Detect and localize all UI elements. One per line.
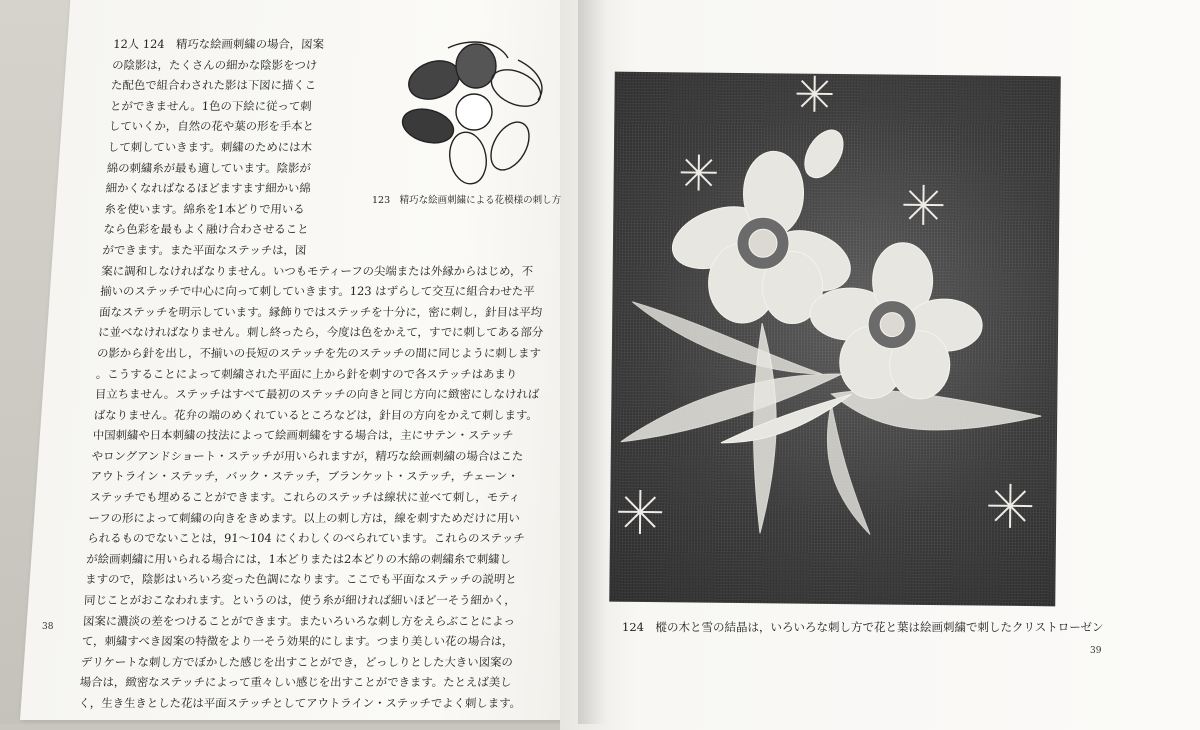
flower-sketch-figure (398, 40, 558, 190)
text-line: に並べなければなりません。刺し終ったら，今度は色をかえて，すでに刺してある部分 (98, 322, 569, 343)
text-line: していくか，自然の花や葉の形を手本と (108, 116, 579, 137)
text-line: 綿の刺繍糸が最も適しています。陰影が (106, 158, 577, 179)
text-line: の影から針を出し，不揃いの長短のステッチを先のステッチの間に同じように刺します (97, 343, 568, 364)
text-line: の陰影は，たくさんの細かな陰影をつけ (112, 55, 583, 76)
text-line: 揃いのステッチで中心に向って刺していきます。123 はずらして交互に組合わせた平 (100, 281, 571, 302)
text-line: ばなりません。花弁の端のめくれているところなどは，針目の方向をかえて刺します。 (93, 405, 564, 426)
text-line: られるものでないことは，91〜104 にくわしくのべられています。これらのステッチ (87, 528, 558, 549)
text-line: なら色彩を最もよく融け合わさせること (103, 219, 574, 240)
page-number-left: 38 (42, 622, 53, 632)
text-line: ができます。また平面なステッチは，図 (102, 240, 573, 261)
text-line: 面なステッチを明示しています。縁飾りではステッチを十分に，密に刺し，針目は平均 (99, 302, 570, 323)
figure-caption-124: 124 樅の木と雪の結晶は，いろいろな刺し方で花と葉は絵画刺繍で刺したクリストローゼン (622, 619, 1104, 635)
text-line: 。こうすることによって刺繍された平面に上から針を刺すので各ステッチはあまり (95, 364, 566, 385)
book-gutter (578, 0, 606, 724)
text-line: 案に調和しなければなりません。いつもモティーフの尖端または外縁からはじめ，不 (101, 261, 572, 282)
text-line: 場合は，緻密なステッチによって重々しい感じを出すことができます。たとえば美し (79, 672, 550, 693)
embroidery-photo (609, 72, 1061, 607)
text-line: て，刺繍すべき図案の特徴をより一そう効果的にします。つまり美しい花の場合は， (81, 631, 552, 652)
text-line: 糸を使います。綿糸を1本どりで用いる (104, 199, 575, 220)
text-line: た配色で組合わされた影は下図に描くこ (111, 75, 582, 96)
page-number-right: 39 (1090, 646, 1101, 656)
text-line: とができません。1色の下絵に従って刺 (109, 96, 580, 117)
figure-caption-123: 123 精巧な絵画刺繍による花模様の刺し方 (372, 192, 561, 206)
text-line: 細かくなればなるほどますます細かい綿 (105, 178, 576, 199)
text-line: く，生き生きとした花は平面ステッチとしてアウトライン・ステッチでよく刺します。 (78, 693, 549, 714)
text-line: 12人 124 精巧な絵画刺繍の場合，図案 (113, 34, 584, 55)
text-line: やロングアンドショート・ステッチが用いられますが，精巧な絵画刺繍の場合はこた (91, 446, 562, 467)
text-line: ますので，陰影はいろいろ変った色調になります。ここでも平面なステッチの説明と (85, 569, 556, 590)
text-line: デリケートな刺し方でぼかした感じを出すことができ，どっしりとした大きい図案の (80, 652, 551, 673)
text-line: 目立ちません。ステッチはすべて最初のステッチの向きと同じ方向に緻密にしなければ (94, 384, 565, 405)
text-line: ーフの形によって刺繍の向きをきめます。以上の刺し方は，線を刺すためだけに用い (88, 508, 559, 529)
text-line: 図案に濃淡の差をつけることができます。またいろいろな刺し方をえらぶことによっ (83, 611, 554, 632)
text-line: ステッチでも埋めることができます。これらのステッチは線状に並べて刺し，モティ (89, 487, 560, 508)
text-line: して刺していきます。刺繍のためには木 (107, 137, 578, 158)
text-line: 中国刺繍や日本刺繍の技法によって絵画刺繍をする場合は，主にサテン・ステッチ (92, 425, 563, 446)
text-line: アウトライン・ステッチ，バック・ステッチ，ブランケット・ステッチ，チェーン・ (90, 466, 561, 487)
text-line: が絵画刺繍に用いられる場合には，1本どりまたは2本どりの木綿の刺繍糸で刺繍し (86, 549, 557, 570)
text-line: 同じことがおこなわれます。というのは，使う糸が細ければ細いほど一そう細かく， (84, 590, 555, 611)
